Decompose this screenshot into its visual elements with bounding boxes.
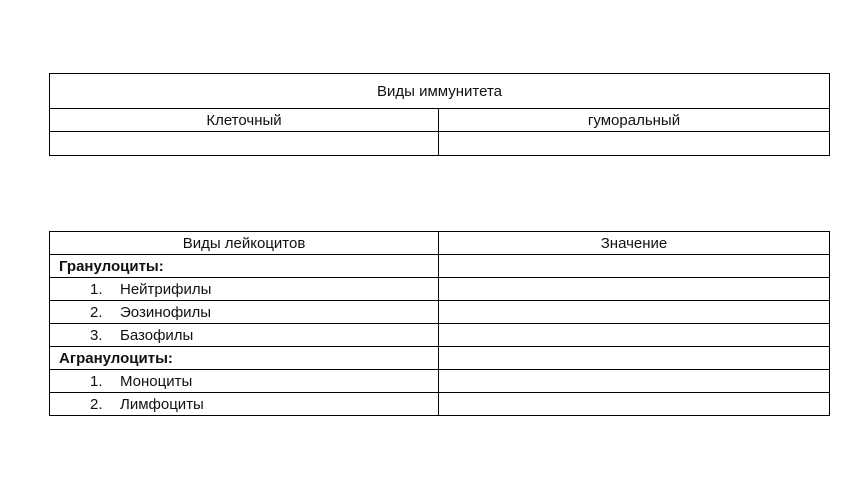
item-number: 1. [90, 372, 103, 390]
cellular-header: Клеточный [50, 109, 439, 132]
item-number: 1. [90, 280, 103, 298]
meaning-cell[interactable] [439, 301, 830, 324]
table-row [50, 347, 830, 370]
immunity-table-title: Виды иммунитета [50, 74, 830, 109]
list-item [50, 393, 439, 416]
list-item [50, 324, 439, 347]
item-number: 3. [90, 326, 103, 344]
item-label: Базофилы [120, 326, 194, 344]
item-number: 2. [90, 303, 103, 321]
list-item [50, 370, 439, 393]
meaning-cell[interactable] [439, 347, 830, 370]
table-row [50, 278, 830, 301]
humoral-cell[interactable] [439, 132, 830, 156]
meaning-cell[interactable] [439, 324, 830, 347]
table-row [50, 324, 830, 347]
table-row [50, 255, 830, 278]
meaning-header: Значение [439, 232, 830, 255]
granulocytes-group: Гранулоциты: [50, 255, 439, 278]
agranulocytes-group: Агранулоциты: [50, 347, 439, 370]
item-number: 2. [90, 395, 103, 413]
leukocyte-types-header: Виды лейкоцитов [50, 232, 439, 255]
immunity-table [49, 73, 830, 156]
table-row [50, 393, 830, 416]
item-label: Моноциты [120, 372, 193, 390]
item-label: Лимфоциты [120, 395, 204, 413]
meaning-cell[interactable] [439, 370, 830, 393]
item-label: Эозинофилы [120, 303, 212, 321]
meaning-cell[interactable] [439, 278, 830, 301]
list-item [50, 278, 439, 301]
humoral-header: гуморальный [439, 109, 830, 132]
table-row [50, 370, 830, 393]
item-label: Нейтрифилы [120, 280, 212, 298]
cellular-cell[interactable] [50, 132, 439, 156]
leukocyte-table [49, 231, 830, 416]
meaning-cell[interactable] [439, 255, 830, 278]
list-item [50, 301, 439, 324]
meaning-cell[interactable] [439, 393, 830, 416]
table-row [50, 301, 830, 324]
